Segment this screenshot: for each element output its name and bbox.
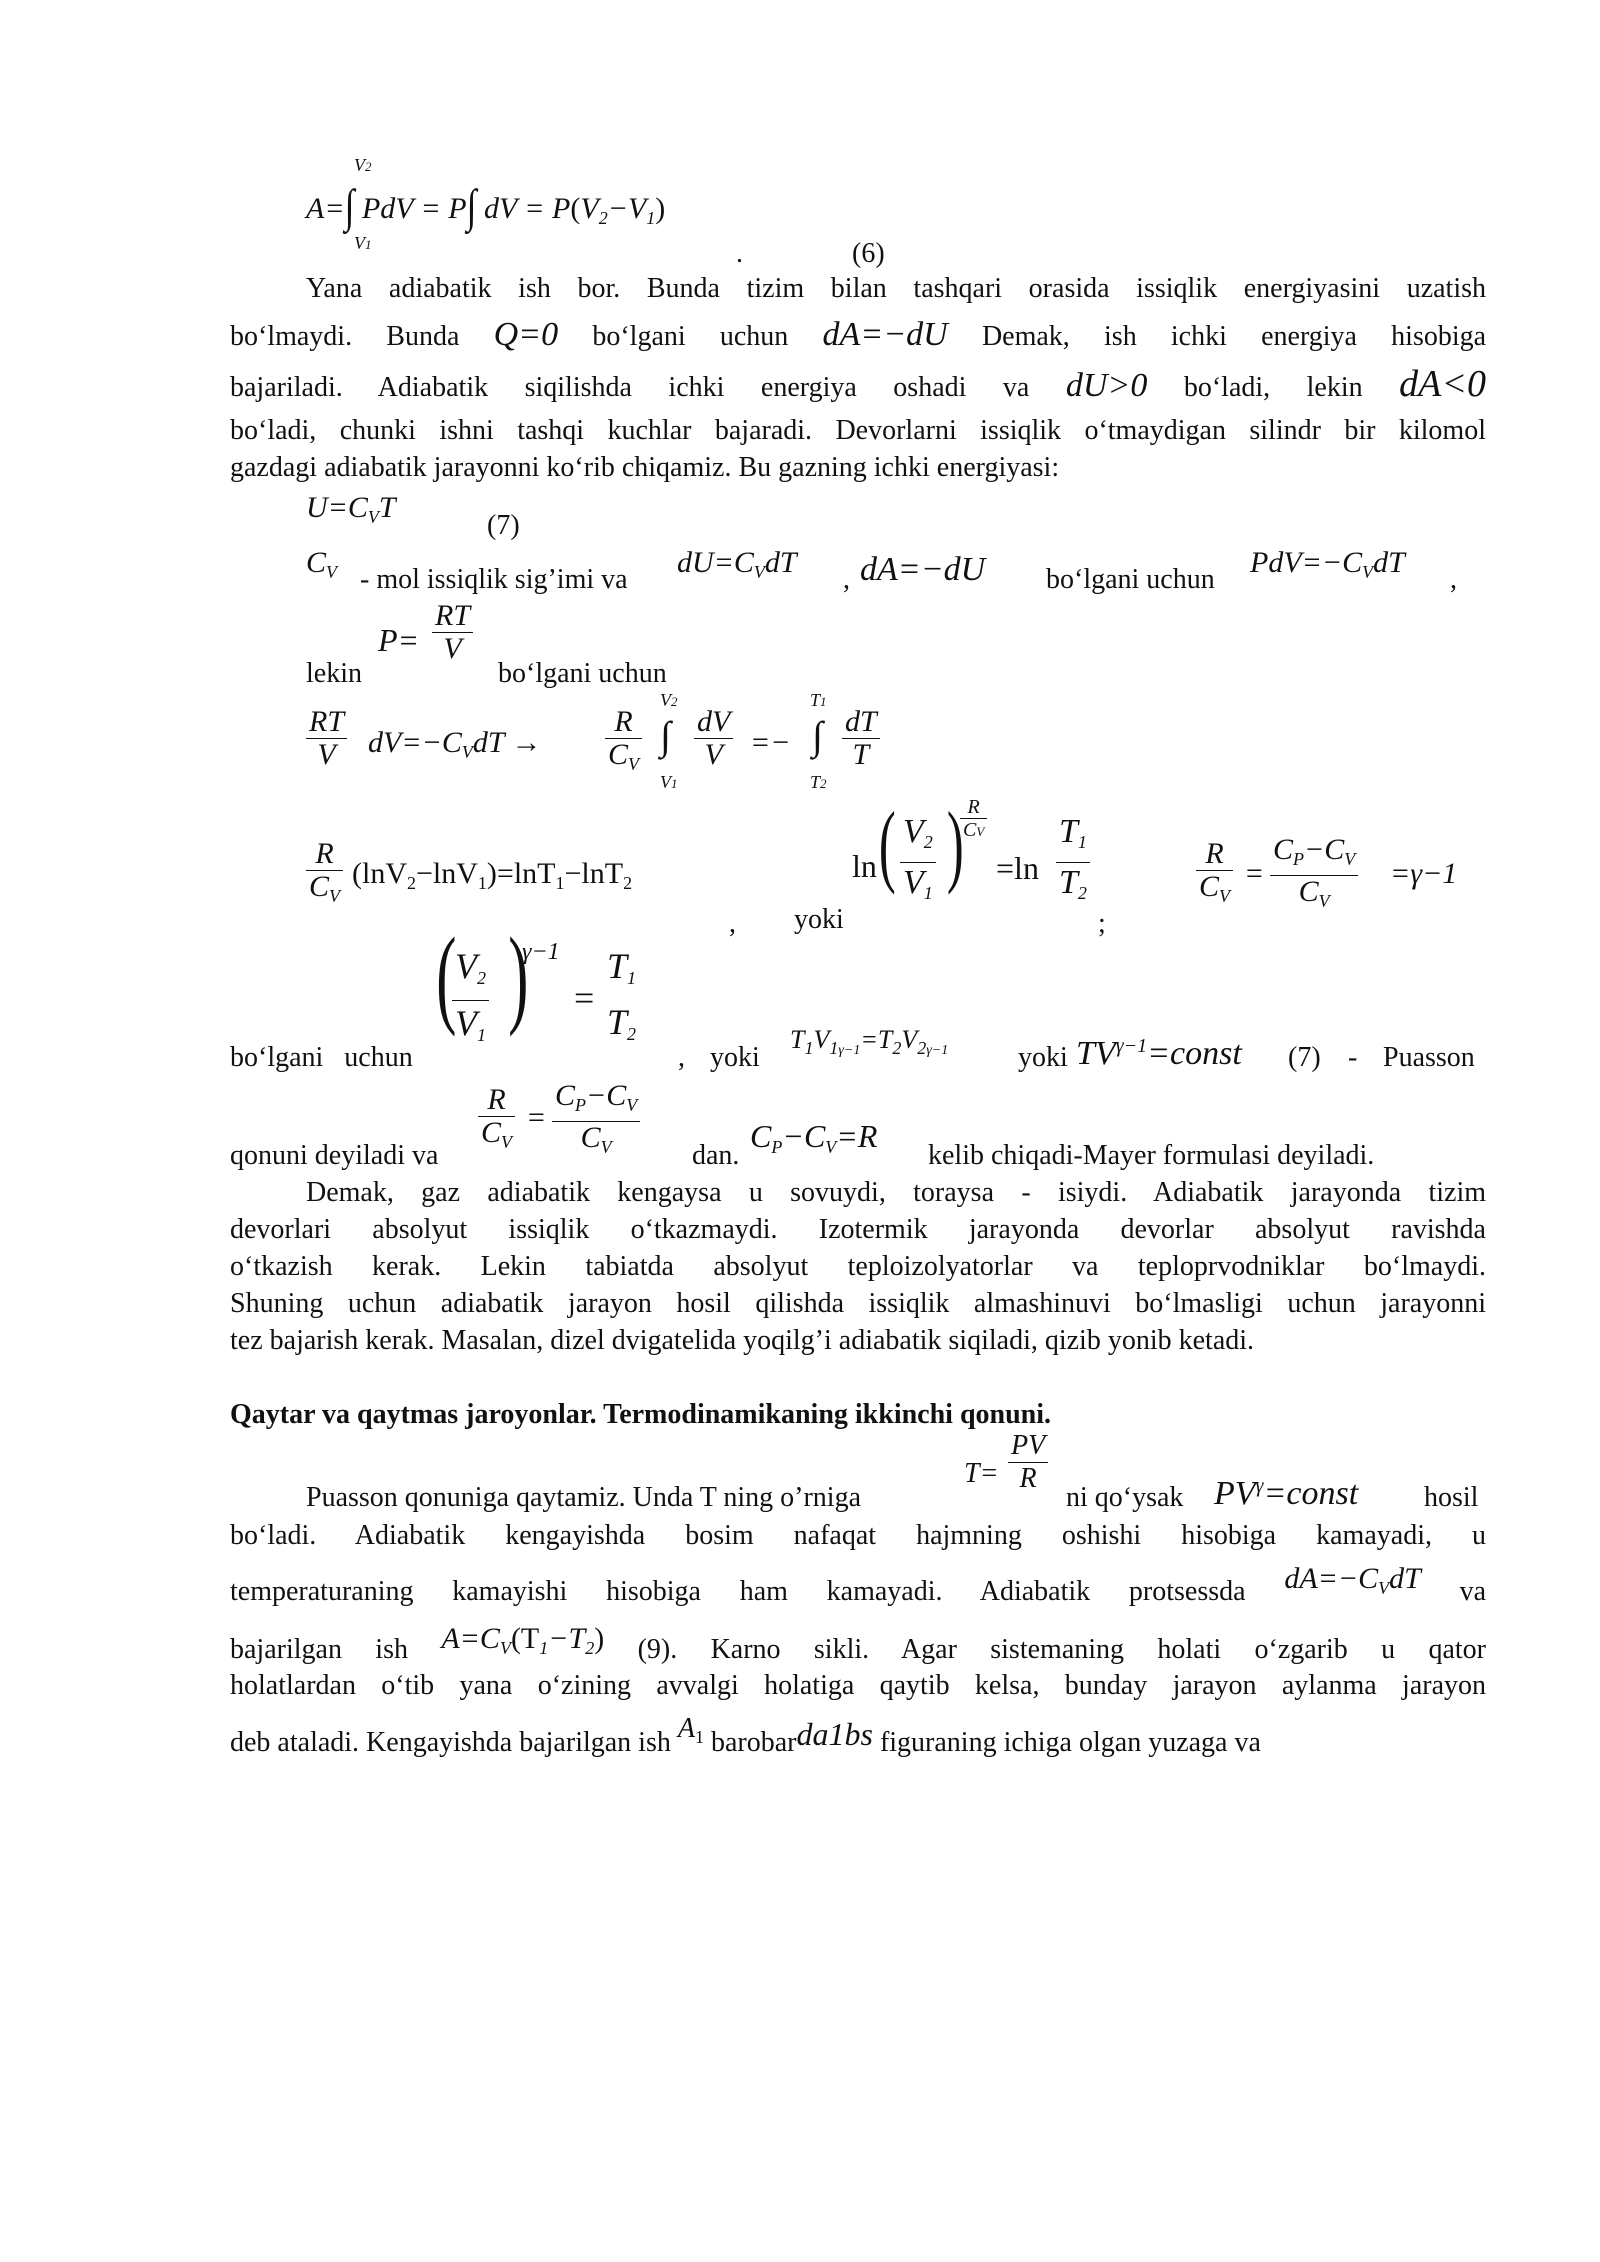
equation-number-6: (6) xyxy=(852,238,885,269)
document-page: V2 V1 A=∫ PdV = P∫ dV = $P(V_2-V_1)$ . (6) Yana adiabatik ish bor. Bunda tizim bilan tashqari orasida issiqlik energiyasini uzatish boʻlmaydi. Bunda Q=0 boʻlgani uchun dA=−dU Demak, ish ichki energiya hisobiga bajariladi. Adiabatik siqilishda ichki energiya oshadi va dU>0 boʻladi, lekin dA<0 boʻladi, chunki ishni tashqi kuchlar bajaradi. Devorlarni issiqlik oʻtmaydigan silindr bir kilomol gazdagi adiabatik jarayonni koʻrib chiqamiz. Bu gazning ichki energiyasi: $U=C_VT$ (7) $C_V$ - mol issiqlik sig’imi va $dU=C_VdT$ , dA=−dU boʻlgani uchun $PdV=-C_VdT$ , lekin P= $\frac{RT}{V}$ boʻlgani uchun $\frac{RT}{V}$ $dV=-C_VdT$ → $\frac{R}{C_V}$ V2 ∫ V1 $\frac{dV}{V}$ =− T1 ∫ T2 $\frac{dT}{T}$ $\frac{R}{C_V}$ (lnV$_2$−lnV$_1$)=lnT$_1$−lnT$_2$ , yoki ln ( $\frac{V_2}{V_1}$ ) $\frac{R}{CV}$ =ln $\frac{T_1}{T_2}$ ; $\frac{R}{C_V}$ = $\frac{C_P-C_V}{C_V}$ =γ−1 boʻlgani uchun ( $\frac{V_2}{V_1}$ ) γ−1 = $T_1$ $T_2$ , yoki $T_1V_{1\gamma-1}=T_2V_{2\gamma-1}$ yoki $TV^{\gamma-1}=const$ (7) - Puasson qonuni deyiladi va $\frac{R}{C_V}$ = $\frac{C_P-C_V}{C_V}$ dan. $C_P-C_V=R$ kelib chiqadi-Mayer formulasi deyiladi. Demak, gaz adiabatik kengaysa u sovuydi, toraysa - isiydi. Adiabatik jarayonda tizim devorlari absolyut issiqlik oʻtkazmaydi. Izotermik jarayonda devorlar absolyut ravishda oʻtkazish kerak. Lekin tabiatda absolyut teploizolyatorlar va teploprvodniklar boʻlmaydi. Shuning uchun adiabatik jarayon hosil qilishda issiqlik almashinuvi boʻlmasligi uchun jarayonni tez bajarish kerak. Masalan, dizel dvigatelida yoqilg’i adiabatik siqiladi, qizib yonib ketadi. Qaytar va qaytmas jaroyonlar. Termodinamikaning ikkinchi qonuni. Puasson qonuniga qaytamiz. Unda T ning o’rniga T= $\frac{PV}{R}$ ni qoʻysak $PV^\gamma=const$ hosil boʻladi. Adiabatik kengayishda bosim nafaqat hajmning oshishi hisobiga kamayadi, u temperaturaning kamayishi hisobiga ham kamayadi. Adiabatik protsessda $dA=-C_VdT$ va bajarilgan ish $A=C_V(T_1-T_2)$ (9). Karno sikli. Agar sistemaning holati oʻzgarib u qator holatlardan oʻtib yana oʻzining avvalgi holatiga qaytib kelsa, bunday jarayon aylanma jarayon deb ataladi. Kengayishda bajarilgan ish $A_1$ barobarda1bs figuraning ichiga olgan yuzaga va xyxy=(230,155,1487,1758)
section-heading: Qaytar va qaytmas jaroyonlar. Termodinamikaning ikkinchi qonuni. xyxy=(230,1399,1052,1430)
